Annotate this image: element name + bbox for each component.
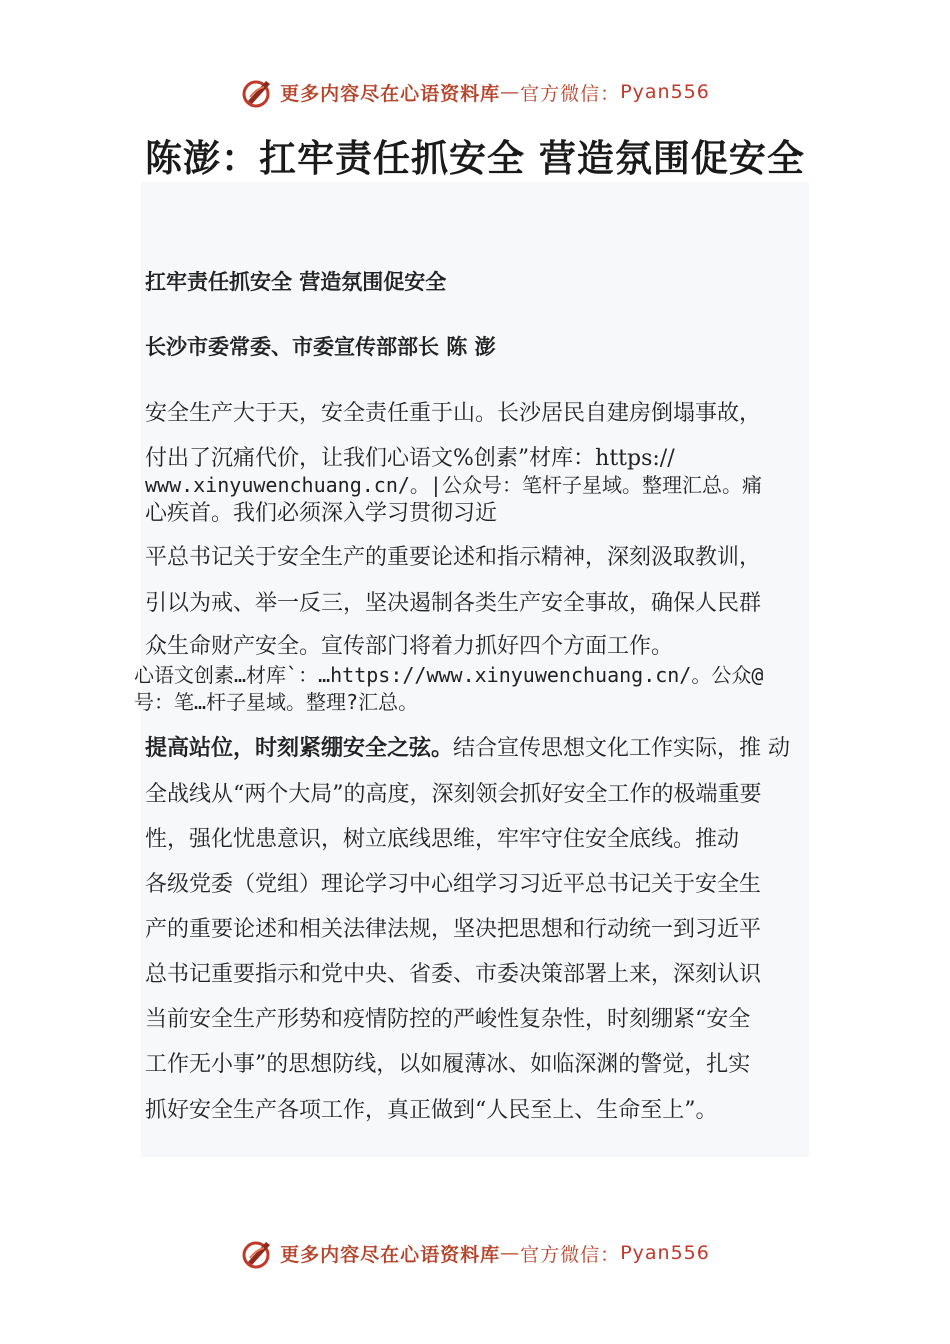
section-heading: 提高站位，时刻紧绷安全之弦。 <box>145 736 454 761</box>
body-line: 众生命财产安全。宣传部门将着力抓好四个方面工作。 <box>145 634 674 659</box>
header-banner <box>0 72 950 112</box>
banner-official: 官方微信： <box>520 82 621 105</box>
banner-wechat-id: Pyan556 <box>620 81 710 103</box>
banner-dash: — <box>500 81 521 103</box>
brush-logo-icon <box>240 75 274 109</box>
body-text: 结合宣传思想文化工作实际，推 动 <box>453 736 791 761</box>
body-line: 全战线从“两个大局”的高度，深刻领会抓好安全工作的极端重要 <box>145 782 762 807</box>
body-line: 引以为戒、举一反三，坚决遏制各类生产安全事故，确保人民群 <box>145 591 762 616</box>
body-line: 安全生产大于天，安全责任重于山。长沙居民自建房倒塌事故， <box>145 401 762 426</box>
body-line: 产的重要论述和相关法律法规，坚决把思想和行动统一到习近平 <box>145 917 762 942</box>
banner-official: 官方微信： <box>520 1243 621 1266</box>
body-line: www.xinyuwenchuang.cn/。|公众号：笔杆子星域。整理汇总。痛 <box>145 473 762 497</box>
body-line: 平总书记关于安全生产的重要论述和指示精神，深刻汲取教训， <box>145 545 762 570</box>
section-heading-line <box>145 731 790 762</box>
watermark-line: 心语文创素…材库`：…https://www.xinyuwenchuang.cn/。公众@ <box>134 663 764 687</box>
banner-slogan: 更多内容尽在心语资料库 <box>280 82 501 105</box>
body-line: 付出了沉痛代价，让我们心语文%创素”材库：https:// <box>145 446 675 471</box>
body-line: 抓好安全生产各项工作，真正做到“人民至上、生命至上”。 <box>145 1098 718 1123</box>
body-line: 性，强化忧患意识，树立底线思维，牢牢守住安全底线。推动 <box>145 827 740 852</box>
body-line: 心疾首。我们必须深入学习贯彻习近 <box>145 501 498 526</box>
footer-banner <box>0 1233 950 1273</box>
body-line: 当前安全生产形势和疫情防控的严峻性复杂性，时刻绷紧“安全 <box>145 1007 751 1032</box>
brush-logo-icon <box>240 1236 274 1270</box>
body-line: 各级党委（党组）理论学习中心组学习习近平总书记关于安全生 <box>145 872 762 897</box>
banner-wechat-id: Pyan556 <box>620 1242 710 1264</box>
watermark-line: 号：笔…杆子星域。整理?汇总。 <box>134 690 419 714</box>
body-line: 总书记重要指示和党中央、省委、市委决策部署上来，深刻认识 <box>145 962 762 987</box>
article-subtitle: 扛牢责任抓安全 营造氛围促安全 <box>145 270 447 294</box>
banner-slogan: 更多内容尽在心语资料库 <box>280 1243 501 1266</box>
author-line: 长沙市委常委、市委宣传部部长 陈 澎 <box>145 335 496 359</box>
body-line: 工作无小事”的思想防线，以如履薄冰、如临深渊的警觉，扎实 <box>145 1052 751 1077</box>
banner-dash: — <box>500 1242 521 1264</box>
page-title: 陈澎：扛牢责任抓安全 营造氛围促安全 <box>145 137 805 180</box>
